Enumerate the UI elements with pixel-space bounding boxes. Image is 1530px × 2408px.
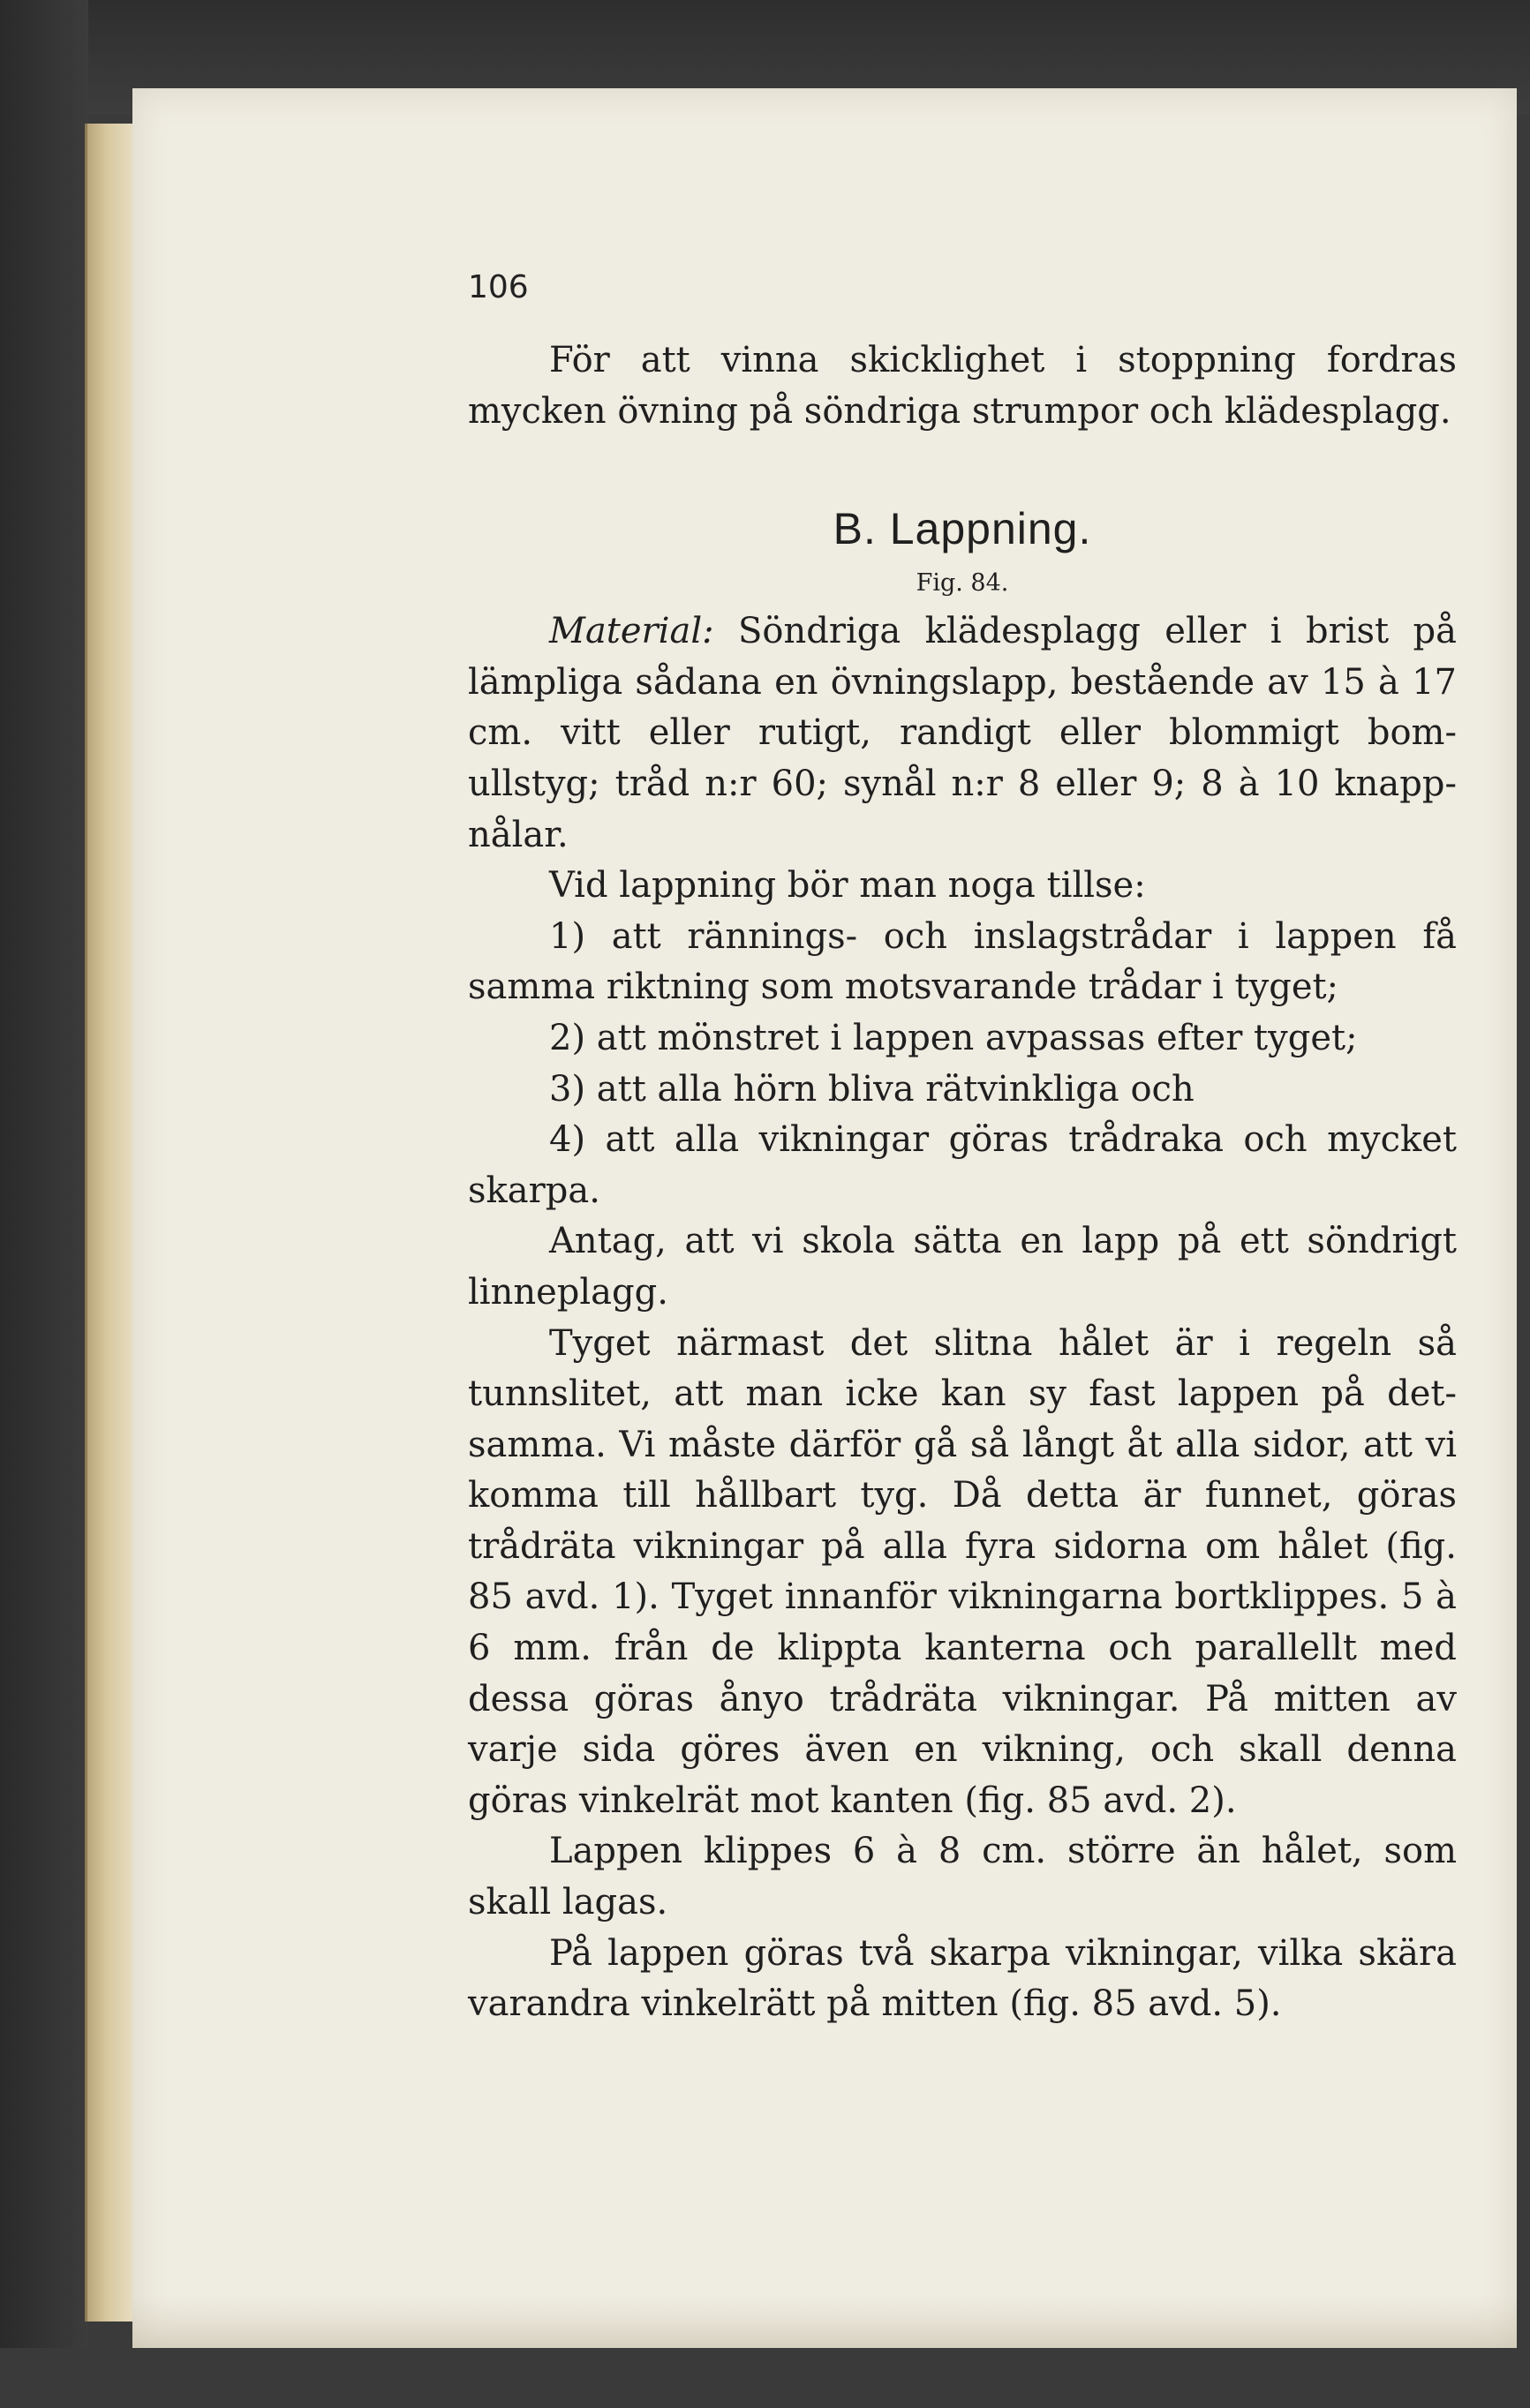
- figure-label: Fig. 84.: [916, 569, 1009, 598]
- body-paragraph: Tyget närmast det slitna hålet är i regeln så tunnslitet, att man icke kan sy fast lappen på detsamma. Vi måste därför gå så långt åt alla sidor, att vi komma till hållbart tyg. Då detta är funnet, göras trådräta vikningar på alla fyra sidorna om hålet (fig. 85 avd. 1). Tyget innanför vikningarna bortklippes. 5 à 6 mm. från de klippta kanterna och parallellt med dessa göras ånyo trådräta vikningar. På mitten av varje sida göres även en vikning, och skall denna göras vinkelrät mot kanten (fig. 85 avd. 2).: [468, 1322, 1457, 1821]
- material-paragraph: [468, 606, 1457, 861]
- checklist-item: 3) att alla hörn bliva rätvinkliga och: [549, 1068, 1195, 1110]
- checklist-item: 1) att rännings- och inslagstrådar i lappen få samma riktning som motsvarande trådar i tyget;: [468, 915, 1457, 1008]
- scan-backdrop-bottom: [0, 2348, 1530, 2408]
- checklist-item: 4) att alla vikningar göras trådraka och mycket skarpa.: [468, 1119, 1457, 1211]
- body-paragraph: På lappen göras två skarpa vikningar, vilka skära varandra vinkelrätt på mitten (fig. 85 avd. 5).: [468, 1932, 1457, 2025]
- body-paragraph: Antag, att vi skola sätta en lapp på ett söndrigt linneplagg.: [468, 1221, 1457, 1313]
- checklist-item: 2) att mönstret i lappen avpassas efter tyget;: [549, 1017, 1358, 1058]
- section-title: B. Lappning.: [833, 504, 1092, 554]
- checklist-intro: Vid lappning bör man noga tillse:: [549, 865, 1146, 907]
- page-text: [468, 335, 1457, 2030]
- book-page-edge: [85, 124, 137, 2321]
- scan-backdrop-left: [0, 0, 88, 2408]
- body-paragraph: Lappen klippes 6 à 8 cm. större än hålet, som skall lagas.: [468, 1831, 1457, 1923]
- material-text: Söndriga klädesplagg eller i brist på lämpliga sådana en övningslapp, bestående av 15 à 17 cm. vitt eller rutigt, randigt eller blommigt bomullstyg; tråd n:r 60; synål n:r 8 eller 9; 8 à 10 knappnålar.: [468, 611, 1457, 855]
- spacer: [468, 437, 1457, 497]
- intro-paragraph: För att vinna skicklighet i stoppning fordras mycken övning på söndriga strumpor och klädesplagg.: [468, 340, 1457, 432]
- material-label: Material:: [549, 611, 714, 652]
- page-number: 106: [468, 269, 529, 305]
